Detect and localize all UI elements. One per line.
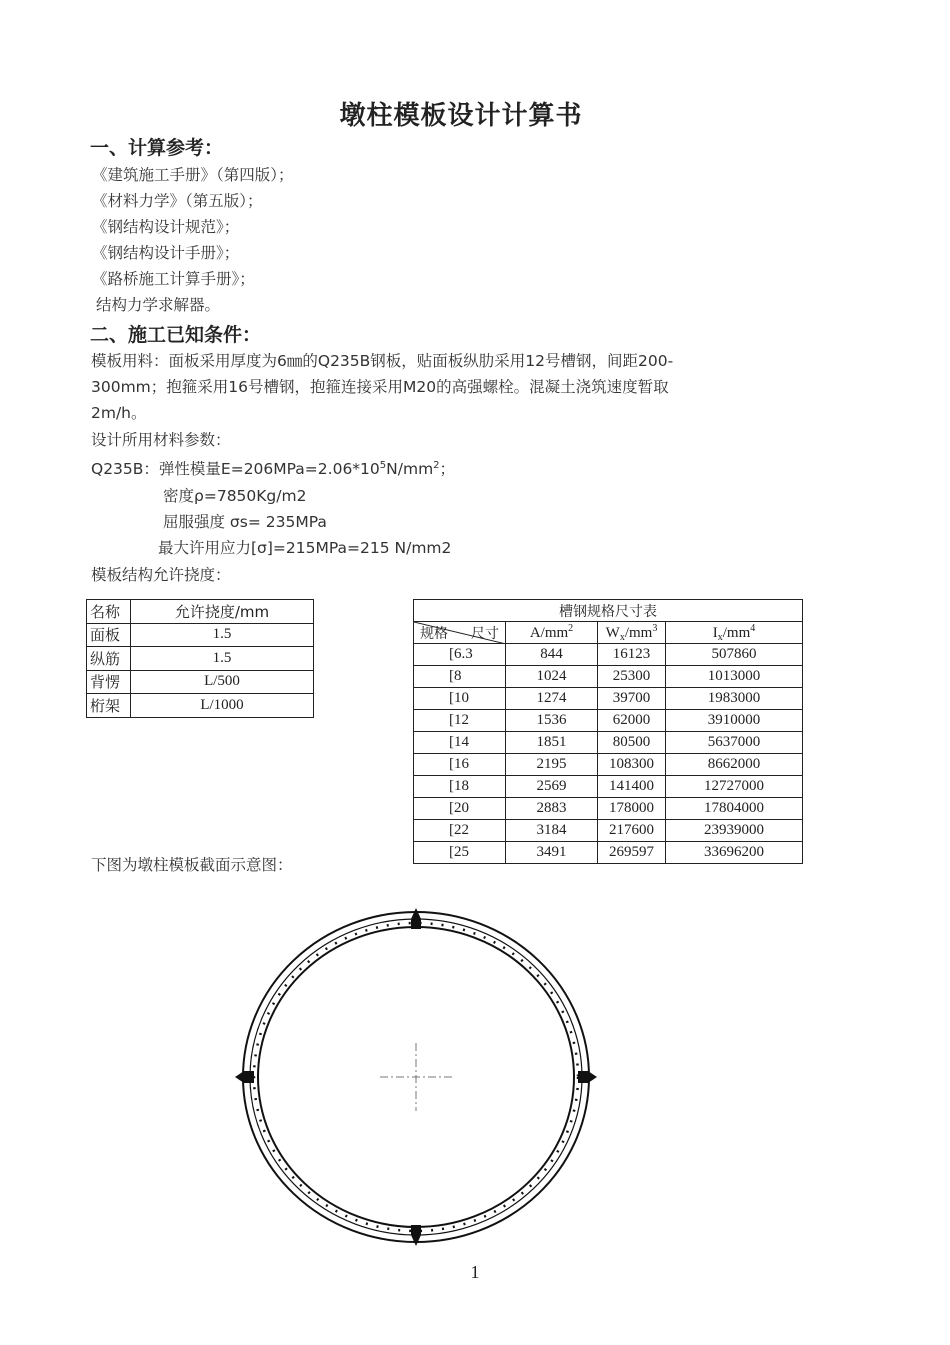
header-cell: $W_x/mm^3$ — [598, 622, 666, 644]
header-cell: $A/mm^2$ — [506, 622, 598, 644]
table-row: [14 1851 80500 5637000 — [414, 732, 803, 754]
table-row: [20 2883 178000 17804000 — [414, 798, 803, 820]
materials-paragraph — [91, 348, 791, 426]
diagonal-header-cell: 规格 尺寸 — [414, 622, 506, 644]
table-row: 面板 1.5 — [87, 623, 314, 647]
table-row: 背愣 L/500 — [87, 670, 314, 694]
table-row: [12 1536 62000 3910000 — [414, 710, 803, 732]
table-header-row — [414, 622, 803, 644]
reference-item: 结构力学求解器。 — [96, 296, 221, 314]
table-row: 纵筋 1.5 — [87, 647, 314, 671]
materials-line: 300mm；抱箍采用16号槽钢，抱箍连接采用M20的高强螺栓。混凝土浇筑速度暂取 — [91, 378, 669, 396]
density: 密度ρ=7850Kg/m2 — [163, 487, 307, 505]
page-title: 墩柱模板设计计算书 — [339, 101, 583, 131]
left-flange — [235, 1071, 254, 1083]
reference-item: 《钢结构设计规范》； — [92, 218, 240, 236]
table-row: [25 3491 269597 33696200 — [414, 842, 803, 864]
reference-item: 《路桥施工计算手册》； — [92, 270, 255, 288]
table-row: [6.3 844 16123 507860 — [414, 644, 803, 666]
pier-formwork-section-diagram — [230, 905, 602, 1250]
section-1-heading: 一、计算参考： — [90, 137, 224, 159]
table-row: [22 3184 217600 23939000 — [414, 820, 803, 842]
reference-item: 《建筑施工手册》（第四版）； — [92, 166, 294, 184]
table-row: [18 2569 141400 12727000 — [414, 776, 803, 798]
yield-strength: 屈服强度 σs= 235MPa — [163, 513, 327, 531]
page-number: 1 — [470, 1262, 480, 1282]
center-axis — [380, 1043, 452, 1111]
materials-line: 模板用料：面板采用厚度为6㎜的Q235B钢板，贴面板纵肋采用12号槽钢，间距200- — [91, 352, 674, 370]
header-cell: 允许挠度/mm — [131, 600, 314, 624]
reference-item: 《材料力学》（第五版）； — [92, 192, 263, 210]
header-cell: 名称 — [87, 600, 131, 624]
right-flange — [578, 1071, 597, 1083]
materials-line: 2m/h。 — [91, 404, 147, 422]
allowable-stress: 最大许用应力[σ]=215MPa=215 N/mm2 — [158, 539, 452, 557]
header-cell: $I_x/mm^4$ — [666, 622, 803, 644]
table-row: [16 2195 108300 8662000 — [414, 754, 803, 776]
table-title-row — [414, 600, 803, 622]
channel-steel-table — [413, 599, 803, 864]
deflection-label: 模板结构允许挠度： — [91, 566, 231, 584]
table-row: [10 1274 39700 1983000 — [414, 688, 803, 710]
table-row: [8 1024 25300 1013000 — [414, 666, 803, 688]
material-params-label: 设计所用材料参数： — [91, 431, 231, 449]
table-header-row — [87, 600, 314, 624]
diagram-caption: 下图为墩柱模板截面示意图： — [91, 856, 293, 874]
deflection-table — [86, 599, 314, 718]
elastic-modulus: Q235B：弹性模量$E=206MPa=2.06*10^5N/mm^2$； — [91, 460, 456, 478]
section-2-heading: 二、施工已知条件： — [90, 324, 262, 346]
reference-item: 《钢结构设计手册》； — [92, 244, 240, 262]
table-title: 槽钢规格尺寸表 — [414, 600, 803, 622]
table-row: 桁架 L/1000 — [87, 694, 314, 718]
